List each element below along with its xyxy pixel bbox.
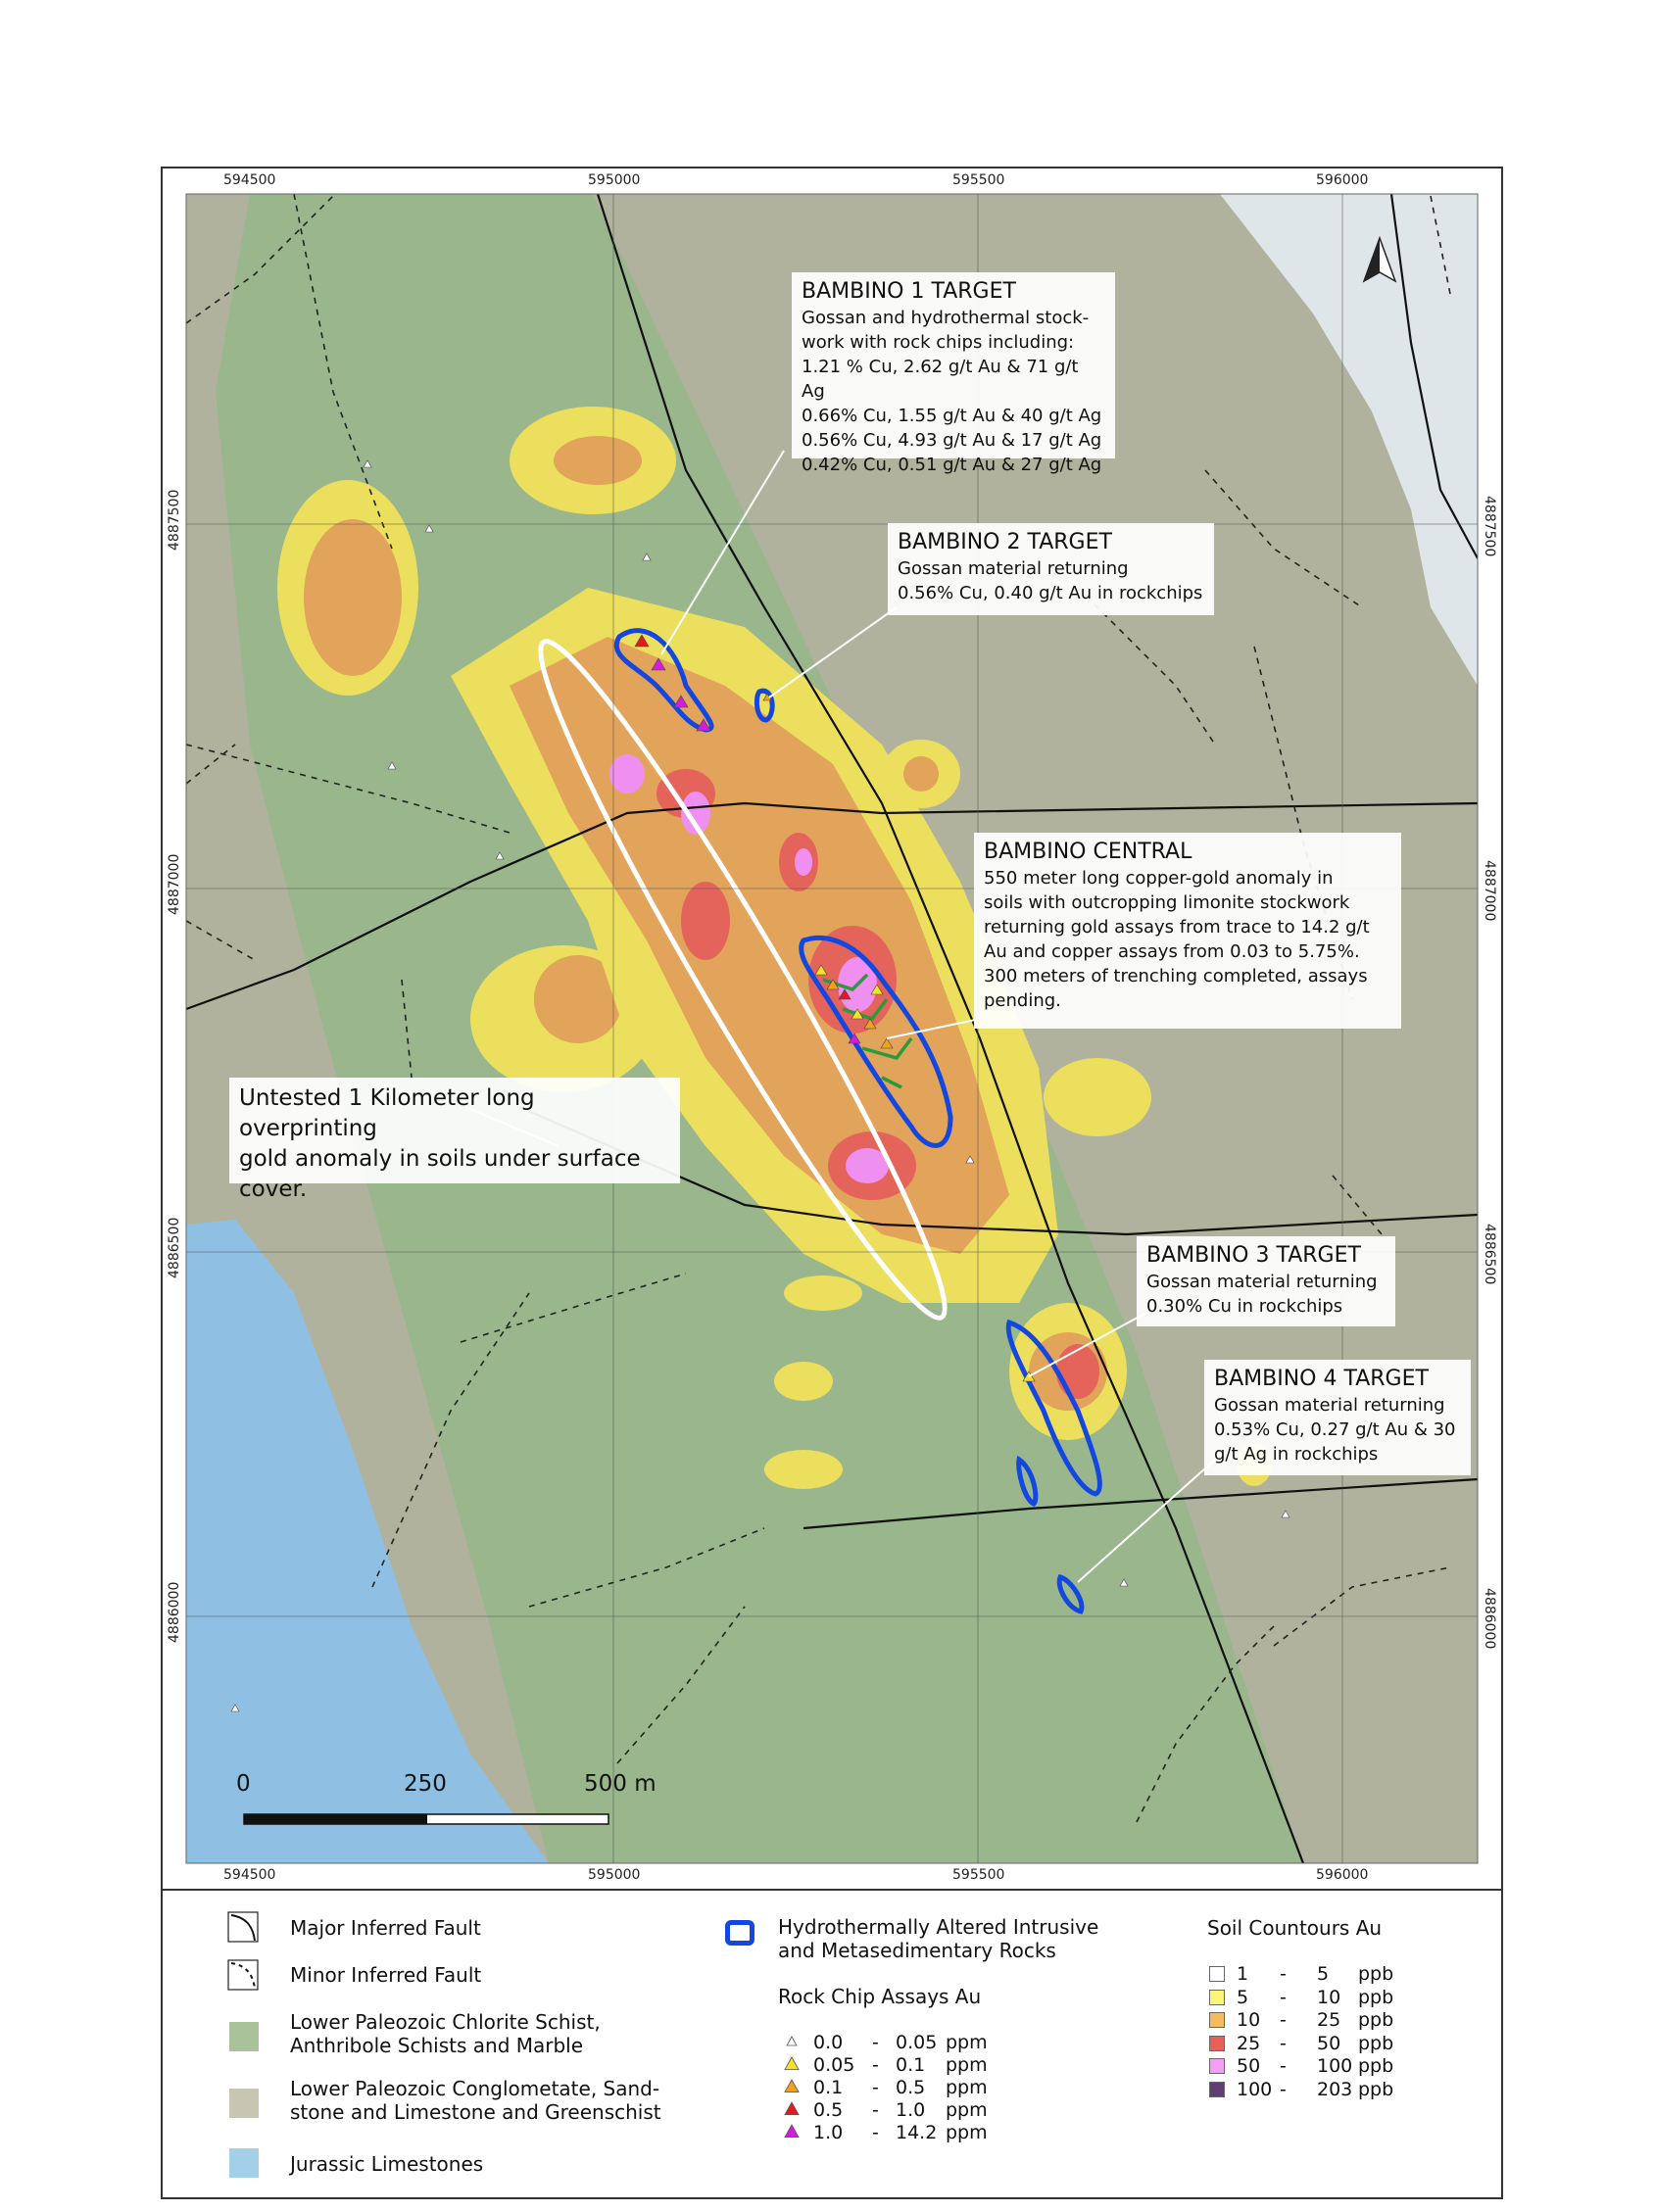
range-dash: - [1280, 2032, 1287, 2054]
soil-swatch [1209, 2012, 1225, 2028]
callout-line: 0.53% Cu, 0.27 g/t Au & 30 [1214, 1419, 1456, 1440]
callout-line: pending. [984, 990, 1061, 1011]
rock-chip-range-to: 0.05 [896, 2032, 938, 2053]
grid-label-x-bottom-3: 595500 [952, 1867, 1005, 1883]
range-dash: - [1280, 1986, 1287, 2008]
grid-label-y-left-4: 4886000 [167, 1581, 182, 1643]
callout-bambino-3 [1137, 1236, 1395, 1326]
callout-line: soils with outcropping limonite stockwork [984, 892, 1350, 913]
callout-line: 0.56% Cu, 0.40 g/t Au in rockchips [898, 583, 1203, 603]
legend-line: Anthribole Schists and Marble [290, 2034, 584, 2057]
scale-bar [244, 1814, 608, 1824]
grid-label-x-top-4: 596000 [1316, 172, 1369, 188]
callout-line: 0.66% Cu, 1.55 g/t Au & 40 g/t Ag [802, 406, 1102, 426]
major-fault-icon [227, 1911, 259, 1943]
soil-range-to: 25 [1317, 2009, 1341, 2031]
grid-label-x-top-1: 594500 [223, 172, 276, 188]
rock-chip-legend-title: Rock Chip Assays Au [778, 1985, 982, 2008]
soil-swatch [1209, 1966, 1225, 1982]
soil-swatch [1209, 2058, 1225, 2074]
callout-title: BAMBINO 2 TARGET [898, 530, 1112, 554]
legend-limestone-label: Jurassic Limestones [290, 2152, 484, 2176]
callout-bambino-2 [888, 523, 1214, 615]
rock-chip-range-from: 0.1 [813, 2077, 844, 2098]
callout-line: Gossan and hydrothermal stock- [802, 308, 1090, 328]
rock-chip-range-to: 14.2 [896, 2122, 938, 2143]
legend-conglomerate-label [290, 2077, 661, 2124]
callout-title: BAMBINO 4 TARGET [1214, 1367, 1429, 1391]
soil-range-from: 50 [1237, 2055, 1261, 2077]
range-dash: - [872, 2077, 879, 2098]
callout-line: g/t Ag in rockchips [1214, 1444, 1379, 1465]
range-dash: - [872, 2054, 879, 2076]
soil-unit: ppb [1358, 1963, 1394, 1985]
legend-major-fault: Major Inferred Fault [290, 1916, 481, 1940]
soil-range-to: 203 [1317, 2078, 1353, 2100]
grid-label-y-left-2: 4887000 [167, 853, 182, 915]
soil-range-from: 25 [1237, 2032, 1261, 2054]
rock-chip-symbol-icon [784, 2034, 800, 2049]
callout-line: Gossan material returning [1146, 1272, 1378, 1292]
legend-swatch-limestone [229, 2148, 259, 2178]
legend-line: Lower Paleozoic Conglometate, Sand- [290, 2077, 660, 2100]
legend-divider [161, 1889, 1503, 1891]
soil-range-from: 10 [1237, 2009, 1261, 2031]
callout-line: Au and copper assays from 0.03 to 5.75%. [984, 941, 1360, 962]
callout-bambino-1 [792, 272, 1115, 475]
callout-line: 1.21 % Cu, 2.62 g/t Au & 71 g/t Ag [802, 357, 1079, 402]
callout-line: 0.56% Cu, 4.93 g/t Au & 17 g/t Ag [802, 430, 1102, 451]
callout-bambino-4 [1204, 1360, 1471, 1475]
range-dash: - [872, 2099, 879, 2121]
legend-line: and Metasedimentary Rocks [778, 1939, 1056, 1962]
legend-swatch-schist [229, 2022, 259, 2051]
rock-chip-symbol-icon [784, 2124, 800, 2140]
soil-unit: ppb [1358, 2078, 1394, 2100]
callout-line: work with rock chips including: [802, 332, 1075, 353]
legend-schist-label [290, 2010, 601, 2057]
minor-fault-icon [227, 1959, 259, 1991]
rock-chip-symbol-icon [784, 2101, 800, 2117]
soil-range-from: 1 [1237, 1963, 1249, 1985]
grid-label-x-bottom-2: 595000 [588, 1867, 641, 1883]
scale-label-500: 500 m [584, 1771, 657, 1797]
rock-chip-symbol-icon [784, 2056, 800, 2072]
grid-label-x-top-3: 595500 [952, 172, 1005, 188]
callout-line: cover. [239, 1177, 308, 1202]
callout-title: BAMBINO CENTRAL [984, 840, 1192, 864]
callout-line: 0.30% Cu in rockchips [1146, 1296, 1343, 1317]
grid-label-x-top-2: 595000 [588, 172, 641, 188]
callout-title: BAMBINO 3 TARGET [1146, 1243, 1361, 1268]
rock-chip-range-from: 0.05 [813, 2054, 855, 2076]
range-dash: - [1280, 2055, 1287, 2077]
callout-line: Gossan material returning [1214, 1395, 1445, 1416]
rock-chip-unit: ppm [946, 2077, 988, 2098]
range-dash: - [1280, 1963, 1287, 1985]
rock-chip-range-from: 0.0 [813, 2032, 844, 2053]
grid-label-y-right-2: 4887000 [1482, 860, 1497, 922]
soil-range-to: 50 [1317, 2032, 1341, 2054]
soil-swatch [1209, 2082, 1225, 2097]
callout-bambino-central [974, 833, 1401, 1029]
soil-range-from: 100 [1237, 2078, 1273, 2100]
soil-swatch [1209, 1990, 1225, 2005]
scale-label-250: 250 [404, 1771, 447, 1797]
grid-label-y-left-1: 4887500 [167, 489, 182, 551]
soil-legend-title: Soil Countours Au [1207, 1916, 1383, 1940]
legend-altered-label [778, 1915, 1098, 1962]
grid-label-y-right-1: 4887500 [1482, 496, 1497, 557]
soil-range-to: 100 [1317, 2055, 1353, 2077]
callout-title: BAMBINO 1 TARGET [802, 279, 1016, 304]
callout-line: gold anomaly in soils under surface [239, 1146, 641, 1172]
soil-unit: ppb [1358, 2055, 1394, 2077]
legend-minor-fault: Minor Inferred Fault [290, 1963, 482, 1987]
callout-line: Gossan material returning [898, 558, 1129, 579]
rock-chip-range-from: 0.5 [813, 2099, 844, 2121]
rock-chip-unit: ppm [946, 2099, 988, 2121]
soil-range-to: 10 [1317, 1986, 1341, 2008]
legend-swatch-altered [725, 1920, 754, 1946]
rock-chip-range-from: 1.0 [813, 2122, 844, 2143]
rock-chip-symbol-icon [784, 2079, 800, 2094]
legend-line: Lower Paleozoic Chlorite Schist, [290, 2010, 601, 2034]
grid-label-y-right-3: 4886500 [1482, 1224, 1497, 1285]
soil-unit: ppb [1358, 1986, 1394, 2008]
grid-label-y-right-4: 4886000 [1482, 1588, 1497, 1650]
rock-chip-unit: ppm [946, 2122, 988, 2143]
range-dash: - [1280, 2078, 1287, 2100]
grid-label-x-bottom-1: 594500 [223, 1867, 276, 1883]
legend-line: stone and Limestone and Greenschist [290, 2100, 661, 2124]
range-dash: - [872, 2032, 879, 2053]
legend-swatch-conglomerate [229, 2089, 259, 2118]
callout-line: returning gold assays from trace to 14.2 g/t [984, 917, 1370, 938]
callout-line: Untested 1 Kilometer long overprinting [239, 1085, 535, 1141]
callout-line: 550 meter long copper-gold anomaly in [984, 868, 1334, 889]
callout-line: 0.42% Cu, 0.51 g/t Au & 27 g/t Ag [802, 455, 1102, 475]
callout-line: 300 meters of trenching completed, assays [984, 966, 1368, 986]
grid-label-x-bottom-4: 596000 [1316, 1867, 1369, 1883]
range-dash: - [1280, 2009, 1287, 2031]
soil-unit: ppb [1358, 2032, 1394, 2054]
scale-label-0: 0 [236, 1771, 251, 1797]
rock-chip-range-to: 0.5 [896, 2077, 926, 2098]
soil-swatch [1209, 2036, 1225, 2051]
range-dash: - [872, 2122, 879, 2143]
callout-untested-anomaly [229, 1078, 680, 1202]
soil-unit: ppb [1358, 2009, 1394, 2031]
rock-chip-range-to: 1.0 [896, 2099, 926, 2121]
soil-range-to: 5 [1317, 1963, 1330, 1985]
rock-chip-unit: ppm [946, 2032, 988, 2053]
rock-chip-unit: ppm [946, 2054, 988, 2076]
soil-range-from: 5 [1237, 1986, 1249, 2008]
legend-line: Hydrothermally Altered Intrusive [778, 1915, 1099, 1939]
rock-chip-range-to: 0.1 [896, 2054, 926, 2076]
grid-label-y-left-3: 4886500 [167, 1217, 182, 1278]
